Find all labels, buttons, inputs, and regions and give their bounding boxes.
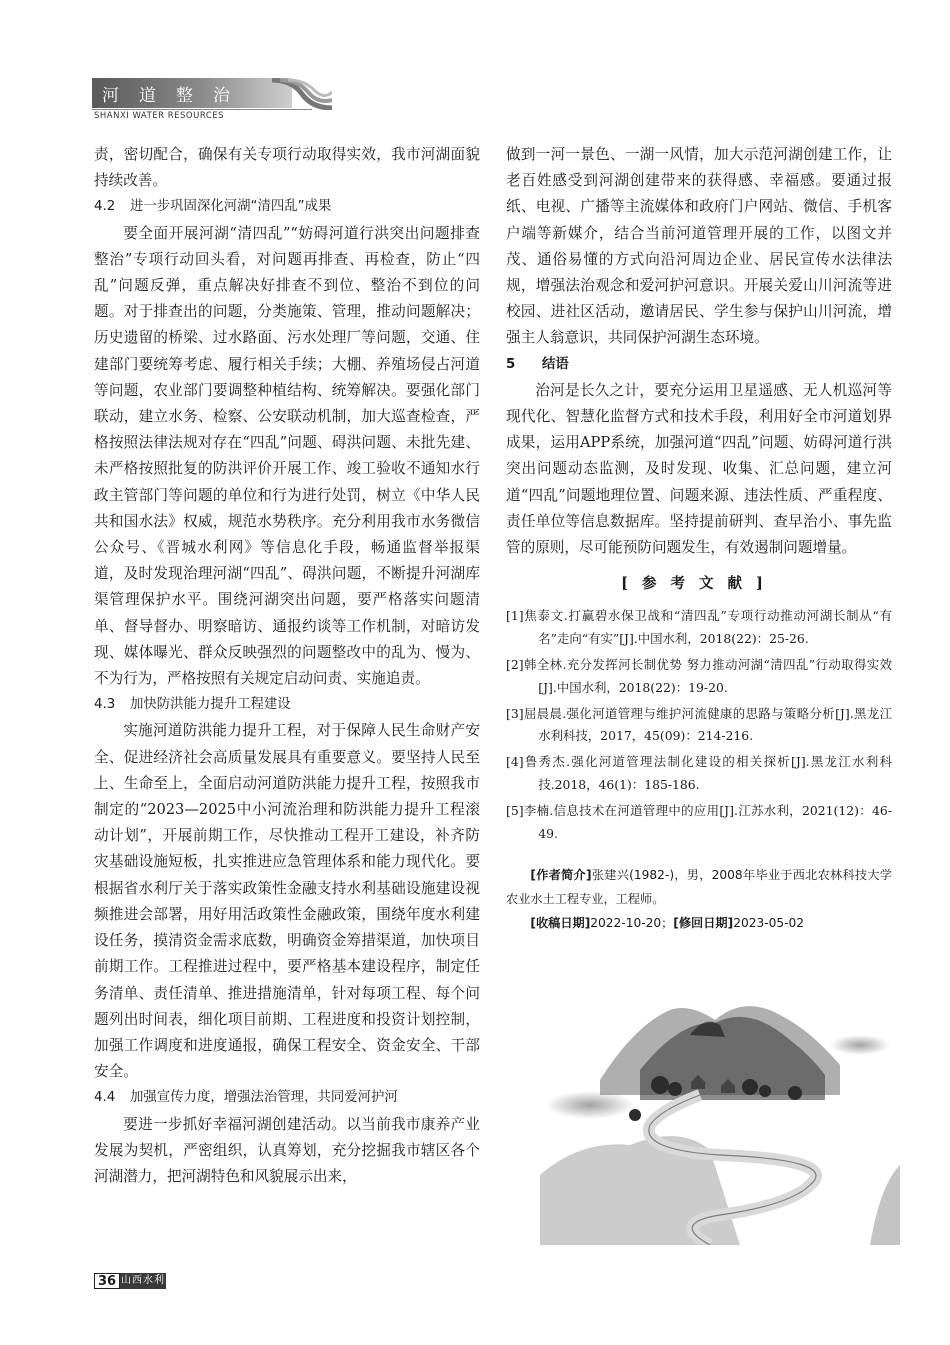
mountains [545, 1006, 890, 1119]
received-label: [收稿日期] [530, 916, 591, 931]
heading-5 [506, 352, 892, 378]
paragraph-4-3: 实施河道防洪能力提升工程，对于保障人民生命财产安全、促进经济社会高质量发展具有重要意义。要坚持人民至上、生命至上，全面启动河道防洪能力提升工程，按照我市制定的“2023—2025中小河流治理和防洪能力提升工程滚动计划”，开展前期工作，尽快推动工程开工建设，补齐防灾基础设施短板，扎实推进应急管理体系和能力现代化。要根据省水利厅关于落实政策性金融支持水利基础设施建设视频推进会部署，用好用活政策性金融政策，围绕年度水利建设任务，摸清资金需求底数，明确资金筹措渠道，加快项目前期工作。工程推进过程中，要严格基本建设程序，制定任务清单、责任清单、推进措施清单，针对每项工程、每个问题列出时间表，细化项目前期、工程进度和投资计划控制，加强工作调度和进度通报，确保工程安全、资金安全、干部安全。 [94, 722, 480, 1081]
heading-4-4 [94, 1085, 480, 1111]
section-title: 河道整治 [102, 86, 250, 106]
revised-date: 2023-05-02 [733, 916, 805, 931]
right-column [506, 142, 892, 935]
heading-4-2 [94, 194, 480, 220]
paragraph-4-4: 要进一步抓好幸福河湖创建活动。以当前我市康养产业发展为契机，严密组织，认真筹划，充分挖掘我市辖区各个河湖潜力，把河湖特色和风貌展示出来， [94, 1115, 480, 1185]
reference-item: [3]屈晨晨.强化河道管理与维护河流健康的思路与策略分析[J].黑龙江水利科技，2017，45(09)：214-216. [506, 705, 892, 744]
heading-number: 4.3 [94, 697, 116, 713]
heading-text: 加快防洪能力提升工程建设 [130, 697, 291, 713]
page-number: 36 [94, 1273, 120, 1289]
references-heading: [参考文献] [621, 575, 777, 593]
reference-item: [4]鲁秀杰.强化河道管理法制化建设的相关探析[J].黑龙江水利科技.2018，46(1)：185-186. [506, 754, 892, 793]
reference-item: [2]韩全林.充分发挥河长制优势 努力推动河湖“清四乱”行动取得实效[J].中国水利，2018(22)：19-20. [506, 657, 892, 695]
heading-number: 4.4 [94, 1090, 116, 1106]
journal-english-name: SHANXI WATER RESOURCES [94, 111, 225, 121]
author-bio-text: 张建兴(1982-)，男，2008年毕业于西北农林科技大学农业水土工程专业，工程师。 [506, 868, 892, 907]
left-column [94, 142, 480, 1190]
landscape-illustration [540, 975, 900, 1245]
heading-text: 进一步巩固深化河湖“清四乱”成果 [130, 199, 332, 215]
page-header [92, 78, 332, 123]
heading-text: 加强宣传力度，增强法治管理，共同爱河护河 [130, 1090, 398, 1106]
journal-name: 山西水利 [120, 1273, 166, 1289]
heading-number: 4.2 [94, 199, 116, 215]
paragraph-5: 治河是长久之计，要充分运用卫星遥感、无人机巡河等现代化、智慧化监督方式和技术手段，利用好全市河道划界成果，运用APP系统，加强河道“四乱”问题、妨碍河道行洪突出问题动态监测，及时发现、收集、汇总问题，建立河道“四乱”问题地理位置、问题来源、违法性质、严重程度、责任单位等信息数据库。坚持提前研判、查早治小、事先监管的原则，尽可能预防问题发生，有效遏制问题增量。 [506, 381, 892, 557]
received-date: 2022-10-20； [590, 916, 674, 931]
wave-decoration-icon [272, 78, 332, 110]
header-divider [92, 109, 312, 110]
heading-number: 5 [506, 356, 516, 372]
reference-item: [1]焦泰文.打赢碧水保卫战和“清四乱”专项行动推动河湖长制从“有名”走向“有实”[J].中国水利，2018(22)：25-26. [506, 608, 892, 647]
author-bio-label: [作者简介] [530, 868, 592, 883]
paragraph-4-1-end: 责，密切配合，确保有关专项行动取得实效，我市河湖面貌持续改善。 [94, 146, 480, 190]
heading-text: 结语 [542, 356, 569, 372]
revised-label: [修回日期] [673, 916, 734, 931]
paragraph-4-2: 要全面开展河湖“清四乱”“妨碍河道行洪突出问题排查整治”专项行动回头看，对问题再排查、再检查，防止“四乱”问题反弹，重点解决好排查不到位、整治不到位的问题。对于排查出的问题，分类施策、管理，推动问题解决；历史遗留的桥梁、过水路面、污水处理厂等问题，交通、住建部门要统筹考虑、履行相关手续；大棚、养殖场侵占河道等问题，农业部门要调整种植结构、统筹解决。要强化部门联动，建立水务、检察、公安联动机制，加大巡查检查，严格按照法律法规对存在“四乱”问题、碍洪问题、未批先建、未严格按照批复的防洪评价开展工作、竣工验收不通知水行政主管部门等问题的单位和行为进行处罚，树立《中华人民共和国水法》权威，规范水势秩序。充分利用我市水务微信公众号、《晋城水利网》等信息化手段，畅通监督举报渠道，及时发现治理河湖“四乱”、碍洪问题，不断提升河湖库渠管理保护水平。围绕河湖突出问题，要严格落实问题清单、督导督办、明察暗访、通报约谈等工作机制，对暗访发现、媒体曝光、群众反映强烈的问题整改中的乱为、慢为、不为行为，严格按照有关规定启动问责、实施追责。 [94, 224, 480, 688]
heading-4-3 [94, 692, 480, 718]
reference-item: [5]李楠.信息技术在河道管理中的应用[J].江苏水利，2021(12)：46-49. [506, 802, 892, 841]
author-bio [506, 863, 892, 911]
paragraph-4-4-cont: 做到一河一景色、一湖一风情，加大示范河湖创建工作，让老百姓感受到河湖创建带来的获得感、幸福感。要通过报纸、电视、广播等主流媒体和政府门户网站、微信、手机客户端等新媒介，结合当前河道管理开展的工作，以图文并茂、通俗易懂的方式向沿河周边企业、居民宣传水法律法规，增强法治观念和爱河护河意识。开展关爱山川河流等进校园、进社区活动，邀请居民、学生参与保护山川河流，增强主人翁意识，共同保护河湖生态环境。 [506, 146, 892, 347]
article-dates [506, 911, 892, 935]
